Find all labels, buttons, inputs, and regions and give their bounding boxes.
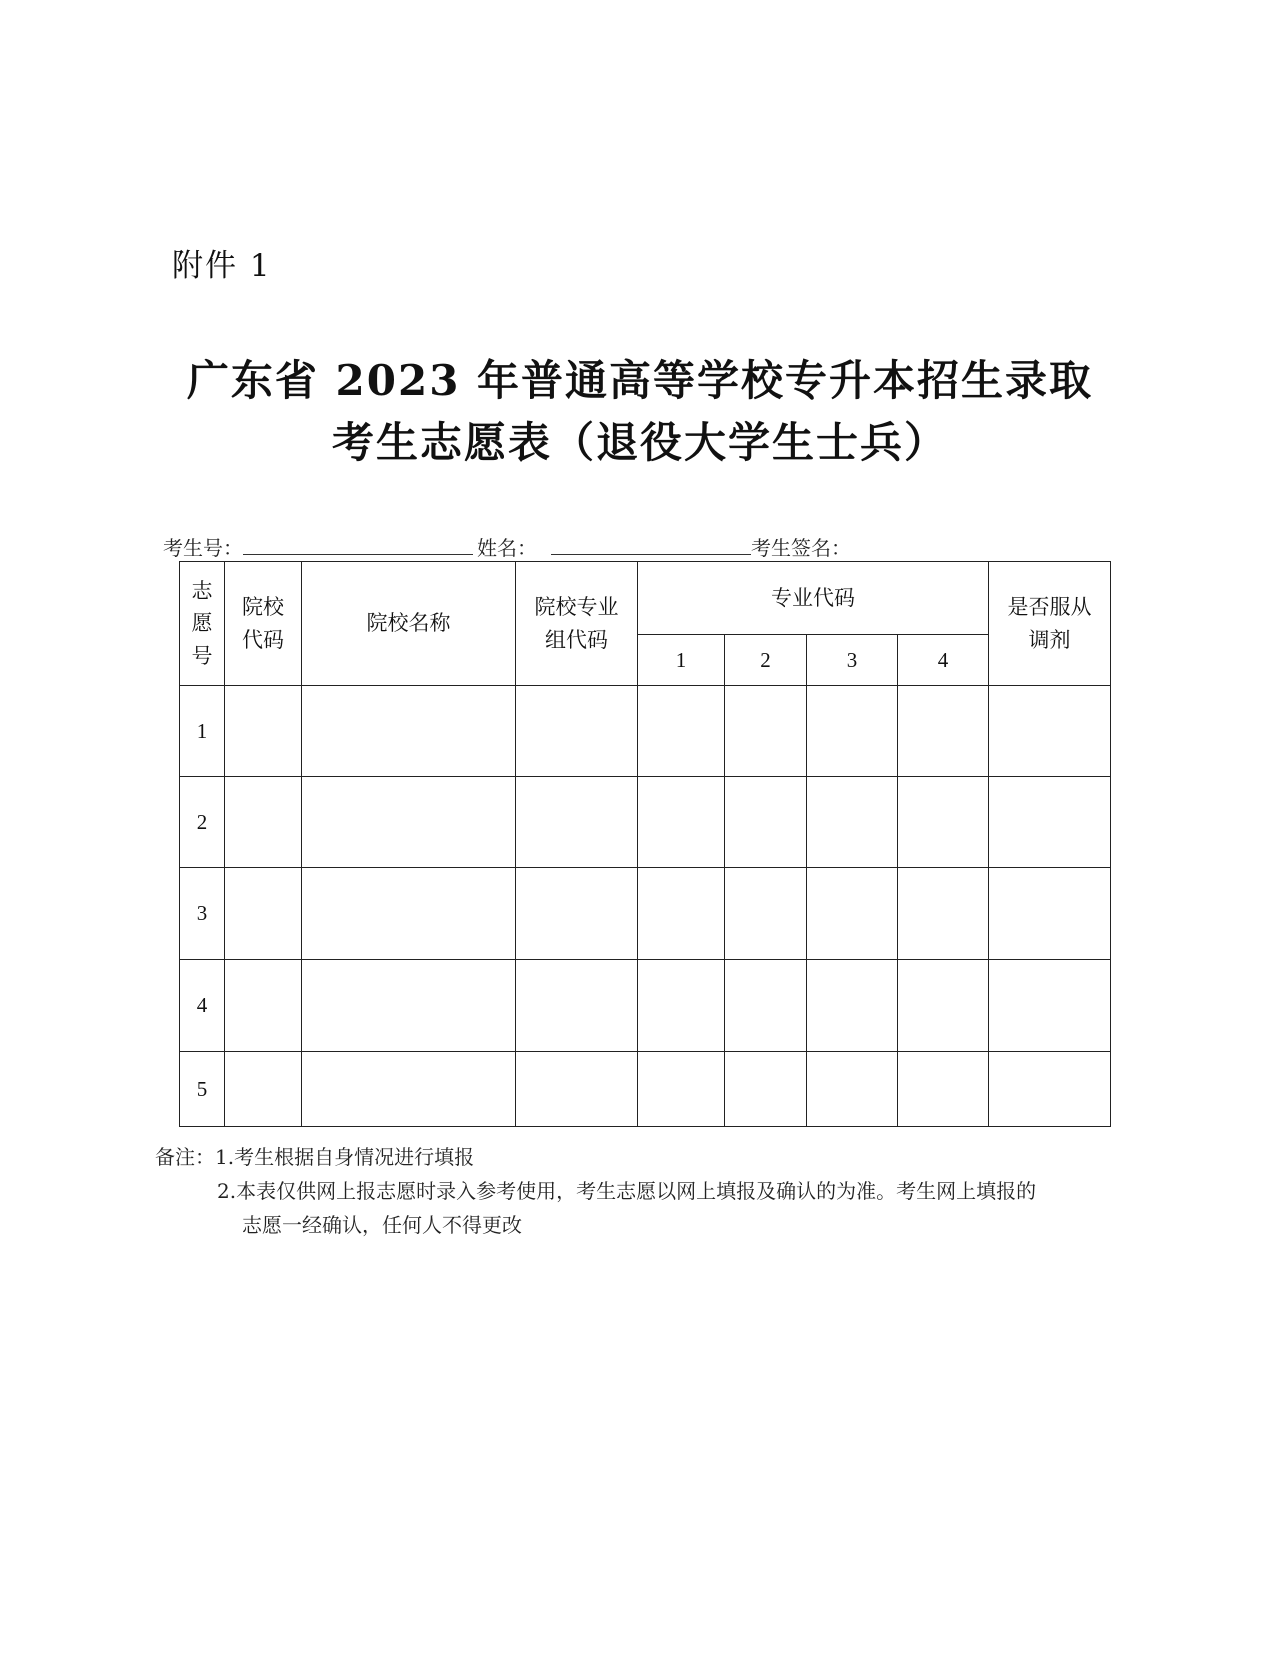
major-code-2-cell[interactable] [725,1052,807,1127]
major-code-1-cell[interactable] [638,1052,725,1127]
major-code-1-cell[interactable] [638,868,725,960]
group-code-cell[interactable] [516,1052,638,1127]
major-code-2-cell[interactable] [725,686,807,777]
examinee-info-line [163,532,851,561]
adjustment-cell[interactable] [989,868,1111,960]
row-number: 1 [180,686,225,777]
remark-line-2: 2.本表仅供网上报志愿时录入参考使用，考生志愿以网上填报及确认的为准。考生网上填报的 [217,1179,1037,1203]
major-code-4-cell[interactable] [898,777,989,868]
remark-line-3: 志愿一经确认，任何人不得更改 [242,1213,522,1237]
school-name-cell[interactable] [302,868,516,960]
adjustment-cell[interactable] [989,686,1111,777]
page-title-line1: 广东省 2023 年普通高等学校专升本招生录取 [186,356,1094,405]
group-code-cell[interactable] [516,686,638,777]
table-row [180,686,1111,777]
page-title-line2: 考生志愿表（退役大学生士兵） [331,418,948,467]
name-field[interactable] [551,534,751,555]
exam-number-label: 考生号： [163,536,243,560]
major-code-2-cell[interactable] [725,868,807,960]
major-code-2-cell[interactable] [725,777,807,868]
school-name-cell[interactable] [302,686,516,777]
major-code-1-cell[interactable] [638,960,725,1052]
remark-line-1: 备注：1.考生根据自身情况进行填报 [155,1145,475,1169]
major-code-2-cell[interactable] [725,960,807,1052]
header-group-code: 院校专业 组代码 [516,562,638,686]
group-code-cell[interactable] [516,777,638,868]
adjustment-cell[interactable] [989,960,1111,1052]
major-code-4-cell[interactable] [898,686,989,777]
major-code-3-cell[interactable] [807,1052,898,1127]
choice-form-table [179,561,1111,1127]
table-row [180,1052,1111,1127]
adjustment-cell[interactable] [989,777,1111,868]
major-code-4-cell[interactable] [898,1052,989,1127]
name-label: 姓名： [477,536,537,560]
header-major-4: 4 [898,635,989,686]
row-number: 2 [180,777,225,868]
school-name-cell[interactable] [302,960,516,1052]
school-name-cell[interactable] [302,777,516,868]
school-code-cell[interactable] [225,686,302,777]
header-school-name: 院校名称 [302,562,516,686]
table-row [180,868,1111,960]
header-adjustment: 是否服从 调剂 [989,562,1111,686]
group-code-cell[interactable] [516,868,638,960]
major-code-3-cell[interactable] [807,960,898,1052]
school-code-cell[interactable] [225,777,302,868]
school-code-cell[interactable] [225,868,302,960]
major-code-3-cell[interactable] [807,686,898,777]
remarks [155,1140,1036,1242]
school-code-cell[interactable] [225,1052,302,1127]
school-name-cell[interactable] [302,1052,516,1127]
major-code-3-cell[interactable] [807,777,898,868]
header-major-code: 专业代码 [638,562,989,635]
row-number: 4 [180,960,225,1052]
major-code-1-cell[interactable] [638,686,725,777]
signature-label: 考生签名： [751,536,851,560]
header-major-2: 2 [725,635,807,686]
group-code-cell[interactable] [516,960,638,1052]
major-code-4-cell[interactable] [898,868,989,960]
header-major-1: 1 [638,635,725,686]
row-number: 5 [180,1052,225,1127]
row-number: 3 [180,868,225,960]
header-choice-number: 志 愿 号 [180,562,225,686]
table-row [180,777,1111,868]
table-row [180,960,1111,1052]
exam-number-field[interactable] [243,534,473,555]
attachment-label: 附件 1 [172,248,272,284]
header-school-code: 院校 代码 [225,562,302,686]
header-major-3: 3 [807,635,898,686]
adjustment-cell[interactable] [989,1052,1111,1127]
school-code-cell[interactable] [225,960,302,1052]
major-code-1-cell[interactable] [638,777,725,868]
major-code-3-cell[interactable] [807,868,898,960]
major-code-4-cell[interactable] [898,960,989,1052]
